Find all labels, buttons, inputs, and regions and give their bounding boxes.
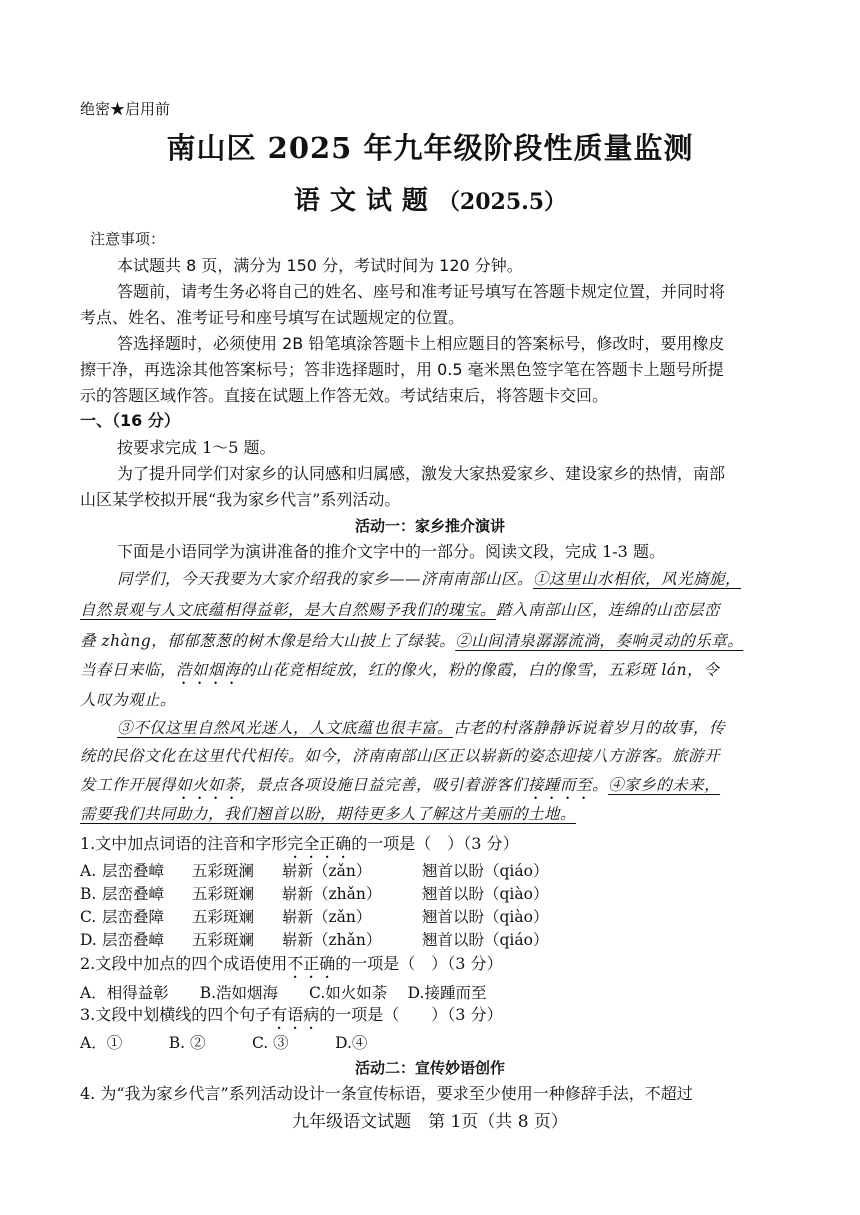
passage-lead: 下面是小语同学为演讲准备的推介文字中的一部分。阅读文段，完成 1-3 题。	[117, 542, 665, 561]
passage-text: 当春日来临，	[80, 661, 177, 679]
option-letter: C.	[80, 908, 97, 926]
passage-text: 叠 zhàng，郁郁葱葱的树木像是给大山披上了绿装。	[80, 632, 456, 650]
passage-text: 同学们，今天我要为大家介绍我的家乡——济南南部山区。	[117, 570, 534, 588]
q3-text-end: 的一项是（ ）（3 分）	[319, 1005, 503, 1024]
option-word-2: 五彩斑斓	[192, 931, 255, 949]
passage-line-3	[80, 631, 743, 651]
notice-p1: 本试题共 8 页，满分为 150 分，考试时间为 120 分钟。	[117, 256, 523, 275]
q1-option-b[interactable]	[80, 884, 562, 904]
option-word-4: 翘首以盼（qiào）	[422, 908, 549, 926]
sentence-1-cont	[80, 601, 496, 619]
section-intro-1: 按要求完成 1～5 题。	[117, 438, 276, 457]
passage-text: 发工作开展得	[80, 776, 177, 794]
question-1-stem	[80, 834, 519, 862]
sentence-4-cont: 需要我们共同助力，我们翘首以盼，期待更多人了解这片美丽的土地。	[80, 805, 577, 823]
option-word-2: 五彩斑澜	[192, 862, 255, 880]
q1-option-c[interactable]	[80, 907, 562, 927]
option-word-1: 层峦叠障	[102, 908, 165, 926]
passage-line-4	[80, 660, 719, 688]
q3-options[interactable]: A．① B. ② C. ③ D.④	[80, 1034, 368, 1052]
q1-option-d[interactable]	[80, 930, 562, 950]
option-word-4: 翘首以盼（qiáo）	[422, 931, 549, 949]
option-word-3: 崭新（zǎn）	[282, 908, 372, 926]
exam-title: 南山区 2025 年九年级阶段性质量监测	[166, 131, 694, 165]
option-letter: A.	[80, 862, 97, 880]
passage-text: 古老的村落静静诉说着岁月的故事，传	[453, 719, 726, 737]
passage-text: 踏入南部山区，连绵的山峦层峦	[496, 601, 721, 619]
passage-line-1	[117, 569, 741, 589]
notice-p3a: 答选择题时，必须使用 2B 铅笔填涂答题卡上相应题目的答案标号，修改时，要用橡皮	[117, 334, 725, 353]
sentence-4: ④家乡的未来，	[608, 776, 721, 794]
passage-line-8	[80, 775, 720, 803]
option-word-1: 层峦叠嶂	[102, 931, 165, 949]
option-word-2: 五彩斑斓	[192, 908, 255, 926]
q2-text-end: 的一项是（ ）（3 分）	[335, 954, 503, 973]
confidential-label: 绝密★启用前	[80, 100, 171, 118]
notice-p2a: 答题前，请考生务必将自己的姓名、座号和准考证号填写在答题卡规定位置，并同时将	[117, 282, 726, 301]
exam-date: （2025.5）	[437, 189, 567, 215]
passage-text: ，景点各项设施日益完善，吸引着游客们	[240, 776, 529, 794]
notice-p3c: 示的答题区域作答。直接在试题上作答无效。考试结束后，将答题卡交回。	[80, 386, 609, 405]
option-word-2: 五彩斑斓	[192, 885, 255, 903]
q2-options[interactable]: A．相得益彰 B.浩如烟海 C.如火如荼 D.接踵而至	[80, 984, 487, 1002]
exam-subtitle	[0, 184, 860, 219]
option-word-1: 层峦叠嶂	[102, 885, 165, 903]
option-word-4: 翘首以盼（qiào）	[422, 885, 549, 903]
option-word-4: 翘首以盼（qiáo）	[422, 862, 549, 880]
passage-line-5: 人叹为观止。	[80, 691, 177, 709]
question-2-stem	[80, 954, 503, 982]
q2-emphasis: 不正确	[287, 954, 336, 973]
q3-text: 3.文段中划横线的四个句子	[80, 1005, 272, 1024]
option-letter: D.	[80, 931, 97, 949]
option-letter: B.	[80, 885, 97, 903]
q1-emphasis: 完全正确	[287, 834, 352, 853]
option-word-3: 崭新（zhǎn）	[282, 885, 382, 903]
q1-option-a[interactable]	[80, 861, 562, 881]
q1-text: 1.文中加点词语的注音和字形	[80, 834, 288, 853]
option-word-3: 崭新（zǎn）	[282, 862, 372, 880]
passage-line-2	[80, 600, 720, 620]
passage-text: 。	[592, 776, 609, 794]
option-word-1: 层峦叠嶂	[102, 862, 165, 880]
question-3-stem	[80, 1005, 503, 1033]
page-footer: 九年级语文试题 第 1页（共 8 页）	[292, 1112, 568, 1132]
idiom-d: 接踵而至	[528, 776, 593, 794]
option-word-3: 崭新（zhǎn）	[282, 931, 382, 949]
sentence-1-text: 自然景观与人文底蕴相得益彰，是大自然赐予我们的瑰宝。	[80, 601, 497, 619]
section-heading: 一、（16 分）	[80, 411, 180, 430]
activity-1-heading: 活动一：家乡推介演讲	[354, 517, 505, 535]
notice-p2b: 考点、姓名、准考证号和座号填写在试题规定的位置。	[80, 308, 465, 327]
section-intro-2b: 山区某学校拟开展“我为家乡代言”系列活动。	[80, 490, 401, 509]
q2-text: 2.文段中加点的四个成语使用	[80, 954, 288, 973]
q1-text-end: 的一项是（ ）（3 分）	[351, 834, 519, 853]
sentence-3: ③不仅这里自然风光迷人，人文底蕴也很丰富。	[117, 719, 454, 737]
sentence-1: ①这里山水相依，风光旖旎，	[533, 570, 742, 588]
activity-2-heading: 活动二：宣传妙语创作	[354, 1059, 505, 1077]
notice-label: 注意事项：	[90, 230, 166, 248]
passage-line-6	[117, 718, 725, 738]
passage-text: 的山花竞相绽放，红的像火，粉的像霞，白的像雪，五彩斑 lán，令	[240, 661, 720, 679]
subject-name: 语文试题	[293, 186, 438, 216]
section-intro-2a: 为了提升同学们对家乡的认同感和归属感，激发大家热爱家乡、建设家乡的热情，南部	[117, 464, 726, 483]
idiom-c: 如火如荼	[176, 776, 241, 794]
passage-line-7: 统的民俗文化在这里代代相传。如今，济南南部山区正以崭新的姿态迎接八方游客。旅游开	[80, 747, 721, 765]
idiom-b: 浩如烟海	[176, 661, 241, 679]
notice-p3b: 擦干净，再选涂其他答案标号；答非选择题时，用 0.5 毫米黑色签字笔在答题卡上题号所提	[80, 360, 724, 379]
q3-emphasis: 有语病	[271, 1005, 320, 1024]
question-4-stem: 4. 为“我为家乡代言”系列活动设计一条宣传标语，要求至少使用一种修辞手法，不超过	[80, 1084, 693, 1103]
sentence-2: ②山间清泉潺潺流淌，奏响灵动的乐章。	[455, 632, 744, 650]
